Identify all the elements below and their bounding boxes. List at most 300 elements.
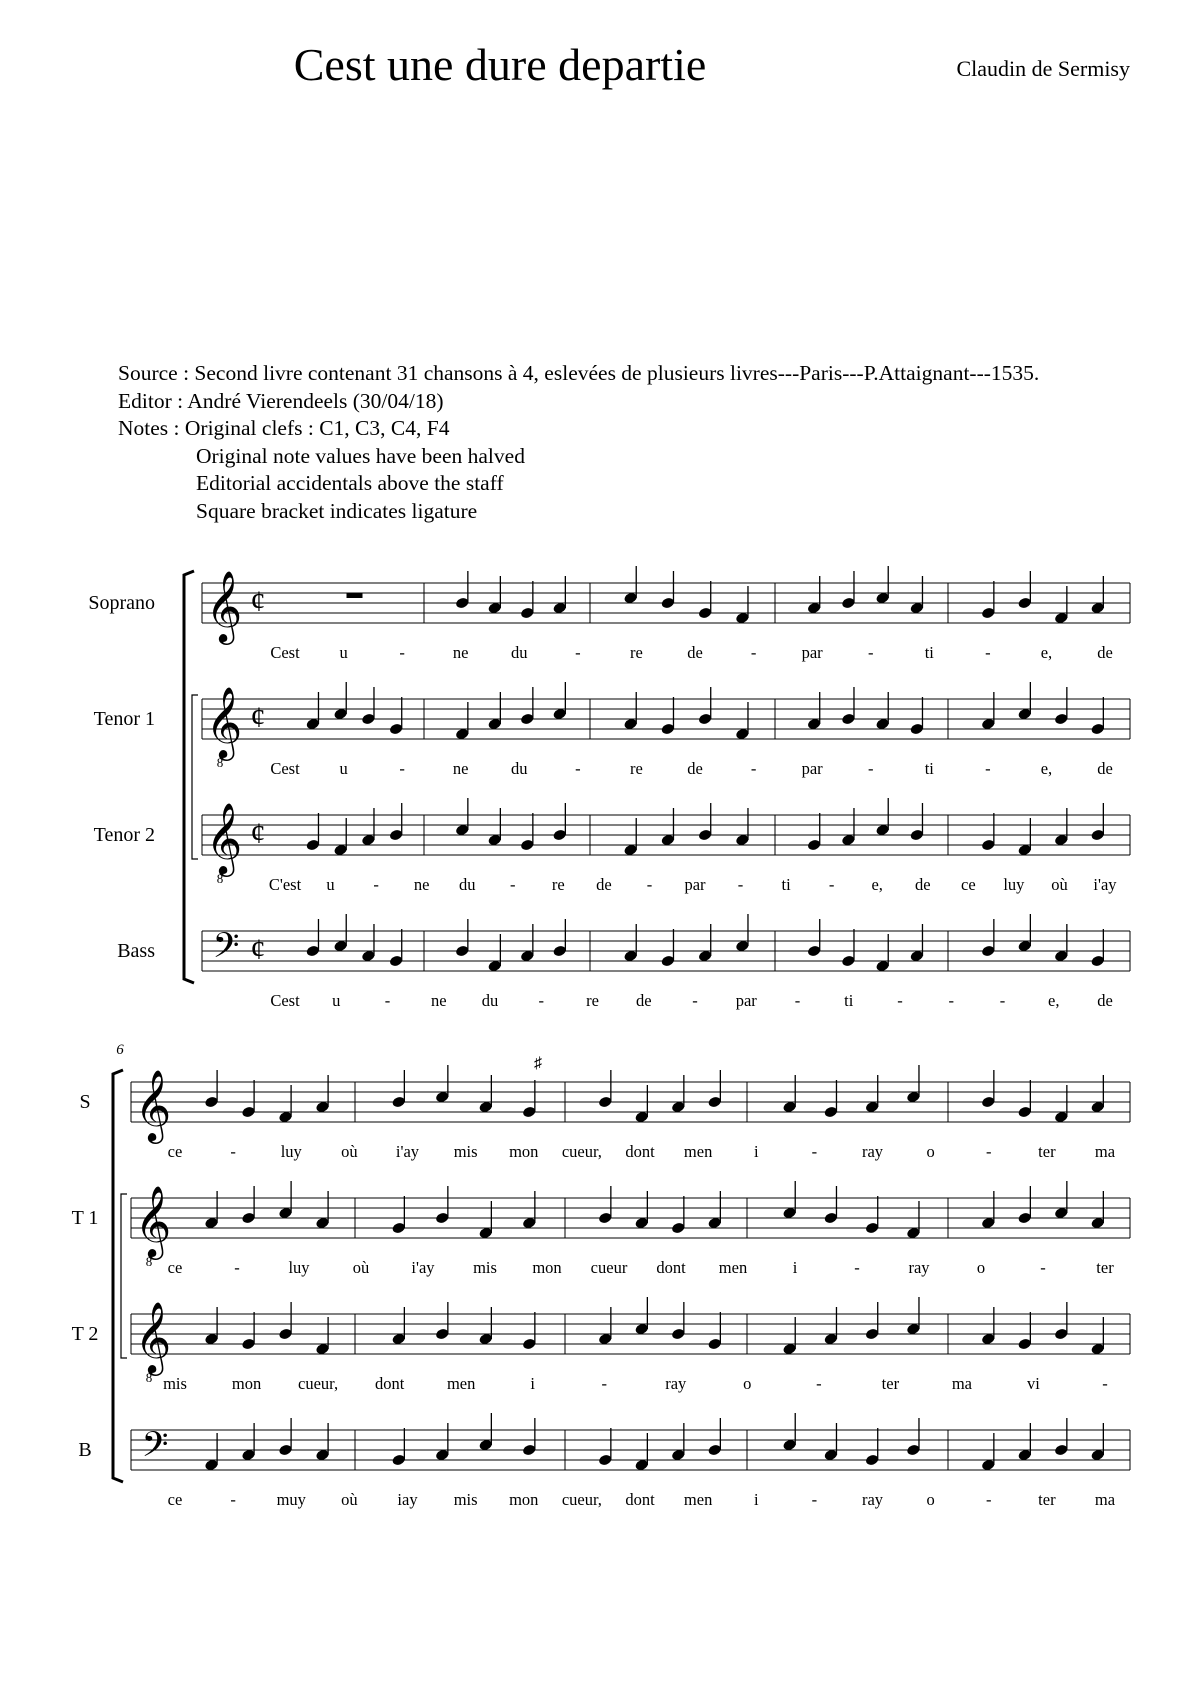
- lyric-syllable: ce: [961, 875, 976, 894]
- treble-clef-icon: 𝄞: [134, 1304, 172, 1372]
- lyric-syllable: i: [530, 1374, 535, 1393]
- lyric-syllable: re: [630, 643, 643, 662]
- lyric-syllable: ray: [861, 1142, 884, 1161]
- note: [1054, 1085, 1069, 1123]
- note: [598, 1307, 613, 1345]
- lyric-syllable: re: [630, 759, 643, 778]
- note: [707, 1418, 722, 1456]
- note: [305, 692, 320, 730]
- note: [478, 1307, 493, 1345]
- note: [823, 1080, 838, 1118]
- treble-clef-icon: 𝄞: [205, 573, 243, 641]
- lyric-syllable: ce: [167, 1490, 183, 1509]
- lyric-syllable: ma: [1094, 1490, 1116, 1509]
- lyric-syllable: -: [538, 991, 544, 1010]
- note: [552, 576, 567, 614]
- lyric-syllable: mis: [453, 1490, 478, 1509]
- note: [1017, 1186, 1032, 1224]
- lyric-syllable: de: [1097, 759, 1113, 778]
- lyric-syllable: ti: [924, 643, 934, 662]
- note: [487, 692, 502, 730]
- note: [981, 813, 996, 851]
- note: [671, 1196, 686, 1234]
- lyric-syllable: dont: [625, 1490, 655, 1509]
- lyric-syllable: u: [326, 875, 335, 894]
- lyric-syllable: mon: [509, 1490, 539, 1509]
- editor-line: Editor : André Vierendeels (30/04/18): [118, 388, 444, 413]
- note: [598, 1070, 613, 1108]
- lyric-syllable: o: [743, 1374, 752, 1393]
- lyric-syllable: -: [737, 875, 744, 894]
- whole-rest: [347, 593, 363, 598]
- note: [455, 798, 470, 836]
- note: [823, 1186, 838, 1224]
- note: [981, 581, 996, 619]
- note: [698, 581, 713, 619]
- lyric-syllable: -: [985, 759, 991, 778]
- note: [841, 571, 856, 609]
- note: [906, 1297, 921, 1335]
- note: [841, 687, 856, 725]
- note: [823, 1307, 838, 1345]
- part-name: Soprano: [88, 592, 155, 614]
- octave-marker: 8: [145, 1370, 153, 1385]
- note: [389, 697, 404, 735]
- lyric-syllable: cueur,: [561, 1142, 602, 1161]
- lyric-syllable: de: [635, 991, 652, 1010]
- tenor-bracket: [192, 695, 198, 859]
- bass-clef-icon: 𝄢: [141, 1427, 169, 1473]
- lyric-syllable: luy: [280, 1142, 302, 1161]
- note: [671, 1302, 686, 1340]
- lyric-syllable: men: [718, 1258, 748, 1277]
- note: [361, 808, 376, 846]
- lyric-syllable: de: [1097, 991, 1113, 1010]
- lyric-syllable: muy: [276, 1490, 306, 1509]
- note: [204, 1307, 219, 1345]
- lyric-syllable: ti: [844, 991, 854, 1010]
- lyric-syllable: -: [373, 875, 379, 894]
- note: [1090, 803, 1105, 841]
- lyric-syllable: par: [801, 759, 823, 778]
- lyric-syllable: ray: [908, 1258, 930, 1277]
- lyric-syllable: cueur: [590, 1258, 628, 1277]
- note-line: Square bracket indicates ligature: [196, 498, 478, 523]
- note: [278, 1085, 293, 1123]
- note: [1090, 1317, 1105, 1355]
- octave-marker: 8: [216, 871, 224, 886]
- lyric-syllable: -: [601, 1374, 607, 1393]
- note: [875, 692, 890, 730]
- note: [455, 702, 470, 740]
- note: [435, 1186, 450, 1224]
- lyric-syllable: -: [867, 643, 874, 662]
- lyric-syllable: ma: [1094, 1142, 1116, 1161]
- note: [241, 1312, 256, 1350]
- lyric-syllable: -: [234, 1258, 240, 1277]
- lyric-syllable: où: [1051, 875, 1068, 894]
- lyric-syllable: ma: [951, 1374, 973, 1393]
- note: [981, 1191, 996, 1229]
- note: [1090, 1191, 1105, 1229]
- lyric-syllable: cueur,: [298, 1374, 339, 1393]
- note: [634, 1191, 649, 1229]
- note: [552, 919, 567, 957]
- treble-clef-icon: 𝄞: [205, 689, 243, 757]
- note: [906, 1065, 921, 1103]
- lyric-syllable: ter: [881, 1374, 900, 1393]
- lyric-syllable: par: [684, 875, 706, 894]
- note: [520, 581, 535, 619]
- lyric-syllable: -: [816, 1374, 822, 1393]
- note: [361, 924, 376, 962]
- composer-name: Claudin de Sermisy: [956, 56, 1130, 81]
- note: [455, 571, 470, 609]
- octave-marker: 8: [145, 1254, 153, 1269]
- lyric-syllable: -: [999, 991, 1006, 1010]
- note: [1017, 818, 1032, 856]
- lyric-syllable: de: [1097, 643, 1113, 662]
- lyric-syllable: ce: [167, 1142, 183, 1161]
- lyric-syllable: -: [646, 875, 653, 894]
- part-name: T 1: [71, 1207, 99, 1229]
- lyric-syllable: mon: [231, 1374, 262, 1393]
- note: [634, 1085, 649, 1123]
- lyric-syllable: Cest: [270, 991, 300, 1010]
- lyric-syllable: du: [511, 759, 528, 778]
- note: [389, 803, 404, 841]
- note-line: Editorial accidentals above the staff: [196, 471, 504, 495]
- note: [315, 1317, 330, 1355]
- lyric-syllable: de: [687, 643, 703, 662]
- note: [455, 919, 470, 957]
- note: [981, 692, 996, 730]
- note: [1017, 1423, 1032, 1461]
- lyric-syllable: C'est: [268, 875, 302, 894]
- lyric-syllable: -: [575, 643, 581, 662]
- lyric-syllable: du: [481, 991, 499, 1010]
- measure-number: 6: [116, 1042, 124, 1058]
- note: [782, 1317, 797, 1355]
- note: [807, 919, 822, 957]
- note: [204, 1070, 219, 1108]
- lyric-syllable: mis: [453, 1142, 478, 1161]
- lyric-syllable: -: [794, 991, 801, 1010]
- note: [1017, 914, 1032, 952]
- part-name: S: [79, 1091, 91, 1113]
- note: [522, 1312, 537, 1350]
- note: [707, 1070, 722, 1108]
- lyric-syllable: mis: [163, 1374, 187, 1393]
- lyric-syllable: -: [399, 643, 405, 662]
- note: [735, 914, 750, 952]
- lyric-syllable: -: [230, 1490, 236, 1509]
- note: [1017, 682, 1032, 720]
- lyric-syllable: du: [511, 643, 528, 662]
- note: [1090, 697, 1105, 735]
- note: [698, 687, 713, 725]
- lyric-syllable: iay: [397, 1490, 418, 1509]
- note: [909, 803, 924, 841]
- part-name: Tenor 1: [93, 708, 155, 730]
- note: [782, 1075, 797, 1113]
- note: [391, 1428, 406, 1466]
- note: [333, 914, 348, 952]
- note: [981, 1307, 996, 1345]
- note: [305, 919, 320, 957]
- lyric-syllable: i'ay: [411, 1258, 435, 1277]
- note: [520, 813, 535, 851]
- lyric-syllable: mon: [509, 1142, 539, 1161]
- lyric-syllable: ne: [452, 759, 469, 778]
- notes-line: Notes : Original clefs : C1, C3, C4, F4: [118, 416, 450, 440]
- lyric-syllable: de: [687, 759, 703, 778]
- lyric-syllable: vi: [1027, 1374, 1040, 1393]
- note: [735, 808, 750, 846]
- lyric-syllable: ray: [861, 1490, 884, 1509]
- lyric-syllable: -: [1040, 1258, 1046, 1277]
- note: [906, 1201, 921, 1239]
- octave-marker: 8: [216, 755, 224, 770]
- note: [478, 1075, 493, 1113]
- treble-clef-icon: 𝄞: [134, 1072, 172, 1140]
- lyric-syllable: e,: [1040, 759, 1053, 778]
- note: [841, 929, 856, 967]
- note: [478, 1413, 493, 1451]
- lyric-syllable: ce: [167, 1258, 183, 1277]
- lyric-syllable: i'ay: [395, 1142, 420, 1161]
- note: [598, 1428, 613, 1466]
- lyric-syllable: ne: [430, 991, 447, 1010]
- lyric-syllable: dont: [656, 1258, 686, 1277]
- note: [241, 1186, 256, 1224]
- note: [623, 692, 638, 730]
- note: [1090, 576, 1105, 614]
- lyric-syllable: -: [750, 759, 757, 778]
- time-signature: ¢: [250, 817, 266, 850]
- note: [522, 1080, 537, 1118]
- lyric-syllable: -: [575, 759, 581, 778]
- lyric-syllable: Cest: [270, 759, 300, 778]
- note: [391, 1307, 406, 1345]
- lyric-syllable: du: [458, 875, 476, 894]
- tenor-bracket: [121, 1194, 127, 1358]
- lyric-syllable: mis: [473, 1258, 497, 1277]
- lyric-syllable: dont: [625, 1142, 655, 1161]
- note: [391, 1070, 406, 1108]
- note: [660, 808, 675, 846]
- lyric-syllable: men: [446, 1374, 476, 1393]
- note: [1054, 808, 1069, 846]
- note: [660, 697, 675, 735]
- note: [241, 1423, 256, 1461]
- note: [1090, 929, 1105, 967]
- part-name: B: [78, 1439, 92, 1461]
- note: [707, 1191, 722, 1229]
- lyric-syllable: -: [384, 991, 391, 1010]
- lyric-syllable: ter: [1038, 1490, 1056, 1509]
- lyric-syllable: -: [510, 875, 516, 894]
- lyric-syllable: -: [692, 991, 698, 1010]
- lyric-syllable: -: [750, 643, 757, 662]
- note: [315, 1075, 330, 1113]
- lyric-syllable: e,: [1048, 991, 1060, 1010]
- note: [909, 576, 924, 614]
- lyric-syllable: par: [735, 991, 757, 1010]
- lyric-syllable: -: [399, 759, 405, 778]
- lyric-syllable: i: [753, 1490, 759, 1509]
- lyric-syllable: de: [596, 875, 612, 894]
- note: [487, 576, 502, 614]
- lyric-syllable: o: [976, 1258, 986, 1277]
- note: [634, 1297, 649, 1335]
- note: [391, 1196, 406, 1234]
- lyric-syllable: -: [1102, 1374, 1108, 1393]
- note: [204, 1191, 219, 1229]
- note: [520, 687, 535, 725]
- note: [552, 682, 567, 720]
- note: [634, 1433, 649, 1471]
- note: [807, 813, 822, 851]
- note: [522, 1191, 537, 1229]
- lyric-syllable: -: [986, 1142, 992, 1161]
- note: [807, 692, 822, 730]
- note: [389, 929, 404, 967]
- lyric-syllable: re: [586, 991, 599, 1010]
- note: [909, 697, 924, 735]
- lyric-syllable: dont: [374, 1374, 405, 1393]
- lyric-syllable: cueur,: [561, 1490, 602, 1509]
- lyric-syllable: -: [811, 1142, 818, 1161]
- note: [315, 1423, 330, 1461]
- note: [435, 1302, 450, 1340]
- lyric-syllable: ray: [665, 1374, 687, 1393]
- note: [875, 934, 890, 972]
- time-signature: ¢: [250, 701, 266, 734]
- note: [981, 1070, 996, 1108]
- note: [1054, 687, 1069, 725]
- lyric-syllable: o: [926, 1142, 935, 1161]
- lyric-syllable: e,: [871, 875, 883, 894]
- lyric-syllable: i: [792, 1258, 798, 1277]
- note: [823, 1423, 838, 1461]
- lyric-syllable: -: [986, 1490, 992, 1509]
- lyric-syllable: par: [801, 643, 823, 662]
- time-signature: ¢: [250, 585, 266, 618]
- note: [333, 818, 348, 856]
- lyric-syllable: men: [683, 1142, 713, 1161]
- note: [623, 818, 638, 856]
- note: [520, 924, 535, 962]
- note: [487, 808, 502, 846]
- note: [333, 682, 348, 720]
- lyric-syllable: luy: [288, 1258, 310, 1277]
- note: [305, 813, 320, 851]
- note: [875, 566, 890, 604]
- editorial-sharp-icon: ♯: [534, 1055, 542, 1072]
- note: [315, 1191, 330, 1229]
- part-name: Bass: [117, 940, 155, 962]
- note: [660, 929, 675, 967]
- note: [782, 1413, 797, 1451]
- time-signature: ¢: [250, 933, 266, 966]
- lyric-syllable: de: [914, 875, 931, 894]
- note: [1090, 1075, 1105, 1113]
- note: [865, 1075, 880, 1113]
- note: [735, 586, 750, 624]
- note: [671, 1075, 686, 1113]
- note: [435, 1423, 450, 1461]
- note: [1054, 586, 1069, 624]
- lyric-syllable: o: [926, 1490, 935, 1509]
- lyric-syllable: luy: [1003, 875, 1025, 894]
- note: [841, 808, 856, 846]
- lyric-syllable: u: [339, 643, 348, 662]
- note: [552, 803, 567, 841]
- note: [478, 1201, 493, 1239]
- lyric-syllable: men: [683, 1490, 713, 1509]
- lyric-syllable: u: [332, 991, 341, 1010]
- note: [278, 1418, 293, 1456]
- lyric-syllable: -: [230, 1142, 236, 1161]
- lyric-syllable: ne: [413, 875, 430, 894]
- lyric-syllable: i'ay: [1093, 875, 1117, 894]
- note: [660, 571, 675, 609]
- lyric-syllable: ti: [781, 875, 791, 894]
- treble-clef-icon: 𝄞: [205, 805, 243, 873]
- note: [278, 1181, 293, 1219]
- lyric-syllable: ter: [1038, 1142, 1056, 1161]
- note: [735, 702, 750, 740]
- note: [865, 1428, 880, 1466]
- note: [698, 803, 713, 841]
- note: [1054, 924, 1069, 962]
- treble-clef-icon: 𝄞: [134, 1188, 172, 1256]
- note: [981, 919, 996, 957]
- bass-clef-icon: 𝄢: [212, 928, 240, 974]
- lyric-syllable: mon: [532, 1258, 562, 1277]
- lyric-syllable: où: [341, 1490, 358, 1509]
- note: [909, 924, 924, 962]
- note: [1017, 1312, 1032, 1350]
- note: [522, 1418, 537, 1456]
- lyric-syllable: u: [339, 759, 348, 778]
- note: [361, 687, 376, 725]
- part-name: Tenor 2: [93, 824, 155, 846]
- lyric-syllable: -: [828, 875, 835, 894]
- note: [241, 1080, 256, 1118]
- note: [707, 1312, 722, 1350]
- note: [1054, 1418, 1069, 1456]
- note: [487, 934, 502, 972]
- lyric-syllable: i: [753, 1142, 759, 1161]
- lyric-syllable: -: [854, 1258, 860, 1277]
- lyric-syllable: où: [341, 1142, 358, 1161]
- note: [865, 1196, 880, 1234]
- note: [1017, 571, 1032, 609]
- lyric-syllable: -: [948, 991, 954, 1010]
- note: [807, 576, 822, 614]
- note: [671, 1423, 686, 1461]
- lyric-syllable: -: [811, 1490, 818, 1509]
- note: [782, 1181, 797, 1219]
- note: [204, 1433, 219, 1471]
- note: [981, 1433, 996, 1471]
- note: [1090, 1423, 1105, 1461]
- lyric-syllable: e,: [1040, 643, 1053, 662]
- note: [1017, 1080, 1032, 1118]
- note: [278, 1302, 293, 1340]
